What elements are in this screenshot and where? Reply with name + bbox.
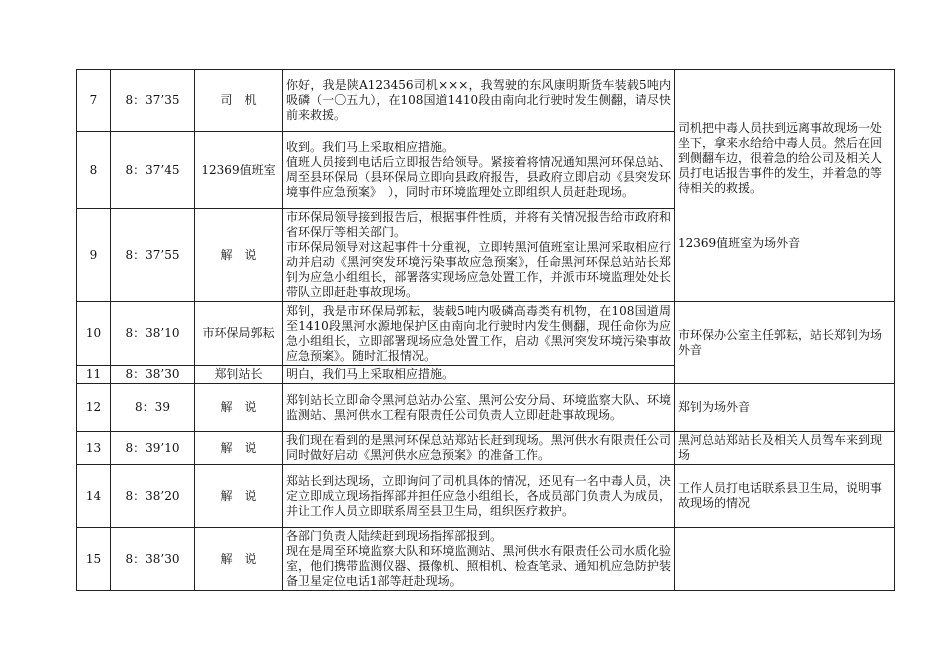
note-paragraph: 司机把中毒人员扶到远离事故现场一处坐下，拿来水给给中毒人员。然后在回到侧翻车边，很着急的给公司及相关人员打电话报告事件的发生，并着急的等待相关的救援。 (678, 120, 883, 195)
content-paragraph: 现在是周至环境监察大队和环境监测站、黑河供水有限责任公司水质化验室，他们携带监测仪器、摄像机、照相机、检查笔录、通知机应急防护装备卫星定位电话1部等赶赴现场。 (286, 544, 671, 588)
content-paragraph: 明白，我们马上采取相应措施。 (286, 367, 455, 381)
note-cell: 郑钊为场外音 (675, 384, 895, 432)
row-number: 15 (77, 528, 111, 591)
row-time: 8：37’45 (111, 132, 195, 209)
row-role: 市环保局郭耘 (195, 302, 283, 366)
content-paragraph: 值班人员接到电话后立即报告给领导。紧接着将情况通知黑河环保总站、周至县环保局（县环保局立即向县政府报告，县政府立即启动《县突发环境事件应急预案》 ），同时市环境监理处立即组织人员赶赴现场。 (286, 155, 671, 199)
row-role: 解 说 (195, 384, 283, 432)
row-content (283, 302, 675, 366)
row-time: 8：38’30 (111, 528, 195, 591)
content-paragraph: 郑钊，我是市环保局郭耘，装载5吨内吸磷高毒类有机物，在108国道周至1410段黑河水源地保护区由南向北行驶时内发生侧翻，现任命你为应急小组组长，立即部署现场应急处置工作，启动《黑河突发环境污染事故应急预案》。随时汇报情况。 (286, 303, 671, 363)
table-row (77, 302, 895, 366)
content-paragraph: 收到。我们马上采取相应措施。 (286, 140, 455, 154)
row-number: 7 (77, 70, 111, 132)
content-paragraph: 你好，我是陕A123456司机×××，我驾驶的东风康明斯货车装载5吨内吸磷（一〇五九），在108国道1410段由南向北行驶时发生侧翻，请尽快前来救援。 (286, 78, 671, 122)
note-cell (675, 528, 895, 591)
row-number: 12 (77, 384, 111, 432)
row-content (283, 209, 675, 302)
row-number: 9 (77, 209, 111, 302)
content-paragraph: 市环保局领导接到报告后，根据事件性质，并将有关情况报告给市政府和省环保厅等相关部门。 (286, 210, 671, 239)
row-number: 14 (77, 465, 111, 528)
row-number: 11 (77, 366, 111, 384)
note-cell (675, 70, 895, 302)
row-content (283, 528, 675, 591)
row-role: 解 说 (195, 209, 283, 302)
script-table (76, 69, 895, 591)
row-number: 10 (77, 302, 111, 366)
note-paragraph: 12369值班室为场外音 (678, 235, 801, 250)
row-role: 郑钊站长 (195, 366, 283, 384)
content-paragraph: 市环保局领导对这起事件十分重视，立即转黑河值班室让黑河采取相应行动并启动《黑河突发环境污染事故应急预案》，任命黑河环保总站站长郑钊为应急小组组长，部署落实现场应急处置工作，并派市环境监理处处长带队立即赶赴事故现场。 (286, 240, 671, 299)
row-content (283, 70, 675, 132)
row-time: 8：38’10 (111, 302, 195, 366)
row-content (283, 384, 675, 432)
content-paragraph: 我们现在看到的是黑河环保总站郑站长赶到现场。黑河供水有限责任公司同时做好启动《黑河供水应急预案》的准备工作。 (286, 433, 671, 462)
row-role: 12369值班室 (195, 132, 283, 209)
note-cell: 工作人员打电话联系县卫生局，说明事故现场的情况 (675, 465, 895, 528)
row-content (283, 366, 675, 384)
row-content (283, 432, 675, 465)
content-paragraph: 各部门负责人陆续赶到现场指挥部报到。 (286, 529, 503, 543)
table-row (77, 528, 895, 591)
row-time: 8：38’30 (111, 366, 195, 384)
content-paragraph: 郑站长到达现场，立即询问了司机具体的情况，还见有一名中毒人员，决定立即成立现场指挥部并担任应急小组组长，各成员部门负责人为成员，并让工作人员立即联系周至县卫生局，组织医疗救护。 (286, 473, 671, 518)
row-content (283, 465, 675, 528)
row-role: 解 说 (195, 528, 283, 591)
row-role: 解 说 (195, 432, 283, 465)
row-number: 8 (77, 132, 111, 209)
note-cell: 黑河总站郑站长及相关人员驾车来到现场 (675, 432, 895, 465)
table-row (77, 70, 895, 132)
table-row (77, 432, 895, 465)
row-time: 8：39’10 (111, 432, 195, 465)
table-row (77, 384, 895, 432)
row-content (283, 132, 675, 209)
row-role: 司 机 (195, 70, 283, 132)
row-role: 解 说 (195, 465, 283, 528)
row-time: 8：37’55 (111, 209, 195, 302)
row-time: 8：37’35 (111, 70, 195, 132)
content-paragraph: 郑钊站长立即命令黑河总站办公室、黑河公安分局、环境监察大队、环境监测站、黑河供水工程有限责任公司负责人立即赶赴事故现场。 (286, 392, 671, 422)
table-row (77, 465, 895, 528)
note-cell: 市环保办公室主任郭耘，站长郑钊为场外音 (675, 302, 895, 384)
row-time: 8：38’20 (111, 465, 195, 528)
row-number: 13 (77, 432, 111, 465)
row-time: 8：39 (111, 384, 195, 432)
